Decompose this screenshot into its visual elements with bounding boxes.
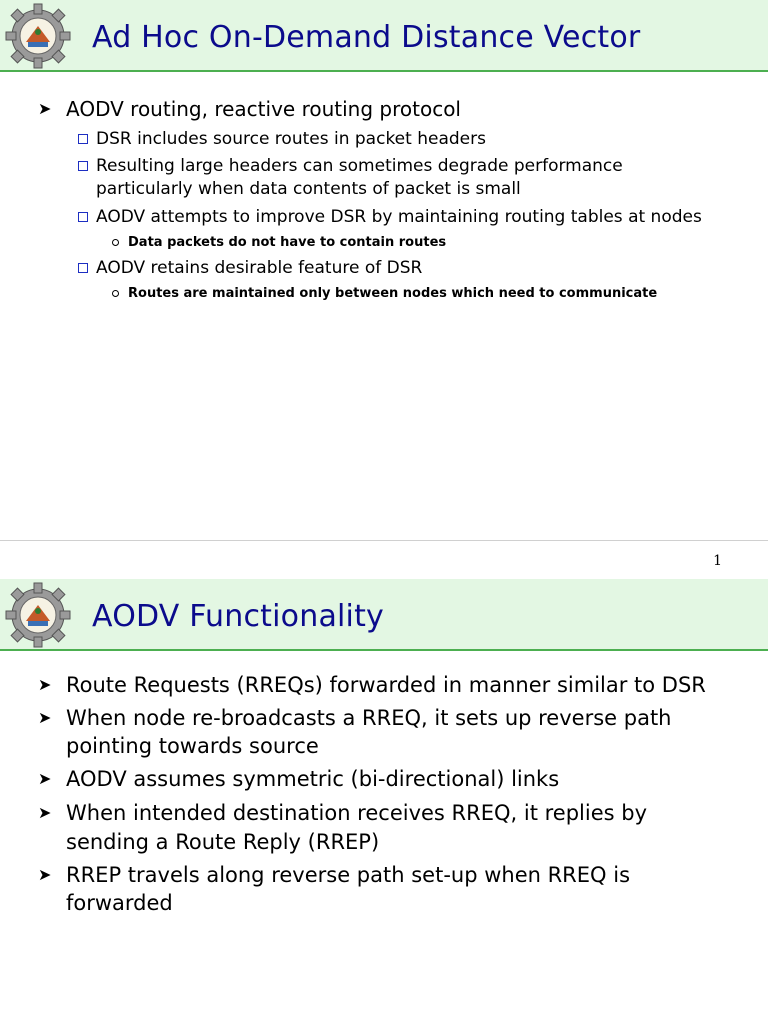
- slide-2: 1 AODV Functionality ➤ Route Requests (RREQs) forwarded in manner similar to DSR ➤ When node re-broadcasts a RREQ, it sets up reverse path pointing towards source ➤ AODV assumes symmetric (bi-directional) links ➤ When intended destination receives RREQ, it replies by sending a Route Reply (RREP) ➤ RREP travels along reverse path set-up when RREQ is forwarded: [0, 541, 768, 1024]
- slide-2-header: [0, 579, 768, 651]
- slide-1: Ad Hoc On-Demand Distance Vector ➤ AODV routing, reactive routing protocol DSR includes source routes in packet headers Resulting large headers can sometimes degrade performance particularly when data contents of packet is small AODV attempts to improve DSR by maintaining routing tables at nodes Data packets do not have to contain routes AODV retains desirable feature of DSR Routes are maintained only between nodes which need to communicate: [0, 0, 768, 540]
- slide-1-header: [0, 0, 768, 72]
- checkbox-icon: [78, 134, 88, 144]
- gear-logo-icon: [4, 581, 72, 649]
- slide-2-title: AODV Functionality: [92, 599, 385, 634]
- slide-1-title: Ad Hoc On-Demand Distance Vector: [92, 20, 641, 55]
- arrowhead-icon: ➤: [38, 769, 52, 788]
- circle-icon: [112, 290, 119, 297]
- arrowhead-icon: ➤: [38, 708, 52, 727]
- checkbox-icon: [78, 161, 88, 171]
- gear-logo-icon: [4, 2, 72, 70]
- checkbox-icon: [78, 212, 88, 222]
- circle-icon: [112, 239, 119, 246]
- page-number: 1: [713, 553, 722, 569]
- arrowhead-icon: ➤: [38, 675, 52, 694]
- arrowhead-icon: ➤: [38, 803, 52, 822]
- arrowhead-icon: ➤: [38, 99, 52, 118]
- arrowhead-icon: ➤: [38, 865, 52, 884]
- checkbox-icon: [78, 263, 88, 273]
